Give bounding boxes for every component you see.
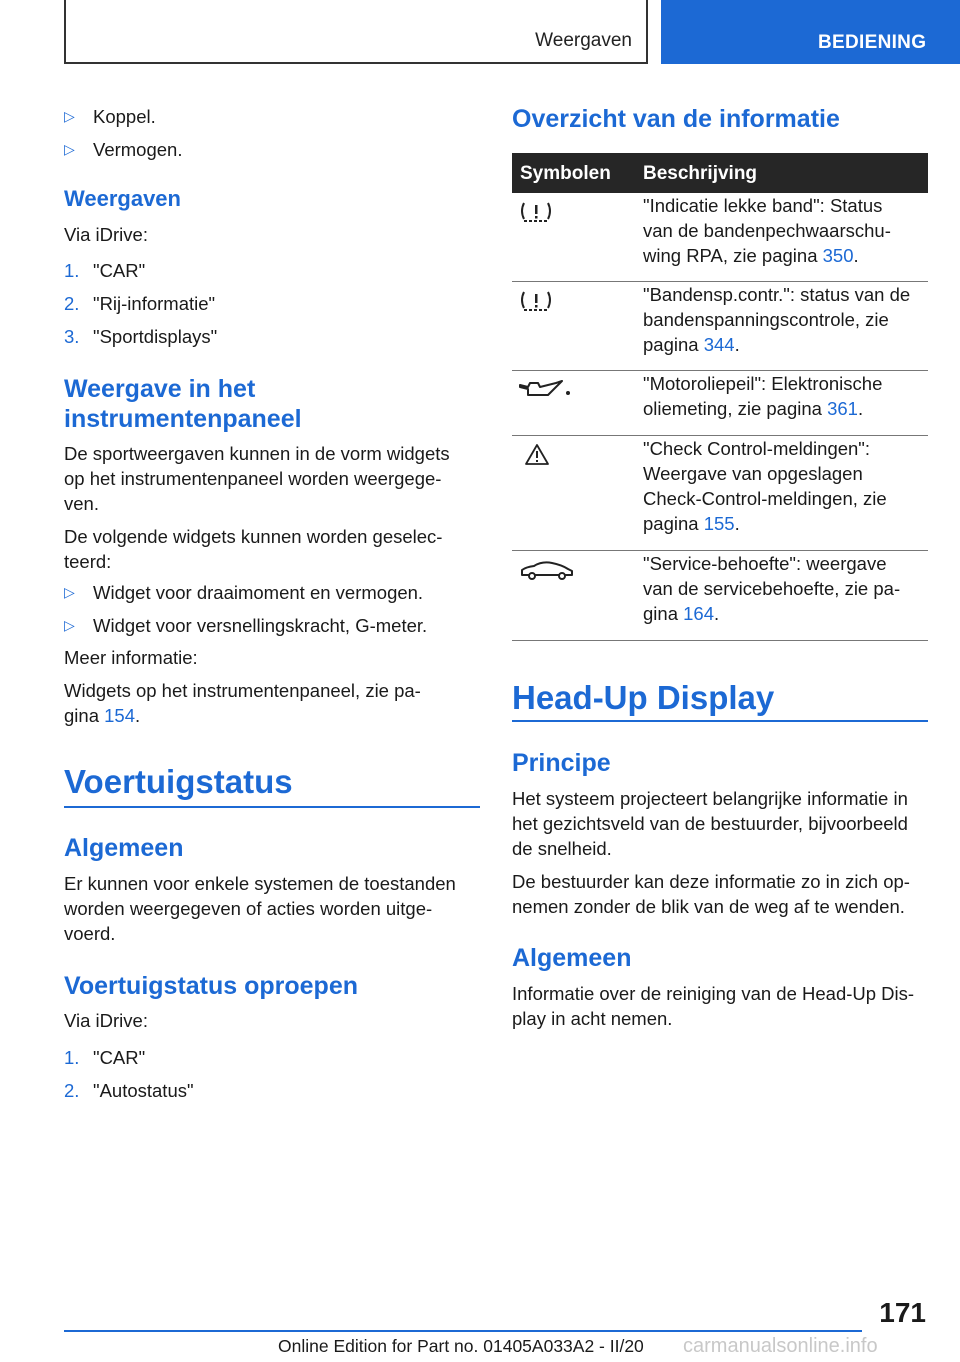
table-row [512,436,928,551]
header-frame [64,0,648,64]
column-header-symbolen: Symbolen [520,163,611,184]
paragraph: De bestuurder kan deze informatie zo in zich op- nemen zonder de blik van de weg af te wenden. [512,871,910,917]
footer-rule [64,1330,862,1332]
paragraph: Widgets op het instrumentenpaneel, zie pa- gina 154. [64,680,421,726]
heading-voertuigstatus: Voertuigstatus [64,763,293,800]
triangle-bullet-icon: ▷ [64,617,75,633]
oil-can-icon [518,377,628,405]
page-link[interactable]: 155 [703,513,735,534]
table-row [512,371,928,436]
paragraph: Meer informatie: [64,647,198,668]
paragraph: Via iDrive: [64,224,148,245]
header-section-title: Weergaven [535,30,632,51]
table-row [512,551,928,641]
page-link[interactable]: 350 [822,245,854,266]
step-item: 1. "CAR" [64,1047,146,1068]
heading-voertuigstatus-oproepen: Voertuigstatus oproepen [64,972,359,1000]
triangle-bullet-icon: ▷ [64,108,75,124]
paragraph: Informatie over de reiniging van de Head-Up Dis- play in acht nemen. [512,983,915,1029]
list-item: ▷ Koppel. [64,106,156,127]
footer-edition: Online Edition for Part no. 01405A033A2 - II/20 [278,1336,644,1356]
step-item: 3. "Sportdisplays" [64,326,218,347]
heading-weergave-instrumentenpaneel: Weergave in het instrumentenpaneel [64,375,302,433]
footer-watermark: carmanualsonline.info [683,1335,878,1357]
table-row [512,282,928,371]
paragraph: De sportweergaven kunnen in de vorm widgets op het instrumentenpaneel worden weergege- ven. [64,443,450,514]
triangle-bullet-icon: ▷ [64,141,75,157]
row-description: "Motoroliepeil": Elektronische oliemeting, zie pagina 361. [643,373,883,419]
step-item: 1. "CAR" [64,260,146,281]
step-item: 2. "Rij-informatie" [64,293,216,314]
heading-rule [512,720,928,722]
table-header [512,153,928,193]
heading-weergaven: Weergaven [64,186,181,211]
page-link[interactable]: 154 [104,705,135,726]
list-item: ▷ Vermogen. [64,139,183,160]
list-item: ▷ Widget voor draaimoment en vermogen. [64,582,424,603]
paragraph: De volgende widgets kunnen worden geselec- teerd: [64,526,443,572]
page-link[interactable]: 344 [703,334,735,355]
tire-warning-icon [518,199,628,227]
heading-rule [64,806,480,808]
table-row [512,193,928,282]
tire-pressure-icon [518,288,628,316]
list-item: ▷ Widget voor versnellingskracht, G-meter. [64,615,428,636]
page-link[interactable]: 164 [683,603,714,624]
heading-head-up-display: Head-Up Display [512,679,775,716]
step-item: 2. "Autostatus" [64,1080,194,1101]
column-header-beschrijving: Beschrijving [643,163,758,184]
heading-algemeen: Algemeen [64,834,184,862]
heading-overzicht: Overzicht van de informatie [512,105,840,133]
page-number: 171 [879,1297,926,1328]
warning-triangle-icon [518,442,628,470]
service-car-icon [518,557,628,585]
heading-algemeen-hud: Algemeen [512,944,632,972]
row-description: "Indicatie lekke band": Status van de bandenpechwaarschu- wing RPA, zie pagina 350. [643,195,891,266]
paragraph: Er kunnen voor enkele systemen de toestanden worden weergegeven of acties worden uitge- voerd. [64,873,456,944]
row-description: "Bandensp.contr.": status van de bandenspanningscontrole, zie pagina 344. [643,284,911,355]
header-chapter-tab[interactable]: BEDIENING [661,0,960,64]
triangle-bullet-icon: ▷ [64,584,75,600]
paragraph: Het systeem projecteert belangrijke informatie in het gezichtsveld van de bestuurder, bijvoorbeeld de snelheid. [512,788,908,859]
paragraph: Via iDrive: [64,1010,148,1031]
heading-principe: Principe [512,749,611,777]
row-description: "Service-behoefte": weergave van de servicebehoefte, zie pa- gina 164. [643,553,901,624]
page-link[interactable]: 361 [827,398,858,419]
row-description: "Check Control-meldingen": Weergave van opgeslagen Check-Control-meldingen, zie pagina 155. [643,438,887,534]
